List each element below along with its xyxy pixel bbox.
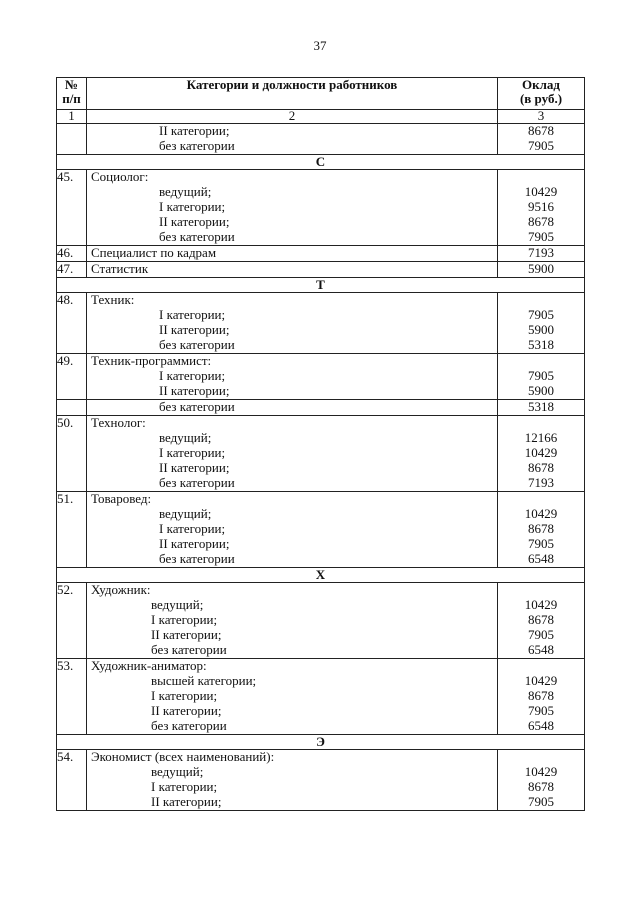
- salary-value: 8678: [528, 612, 554, 627]
- row-number: 50.: [57, 416, 87, 492]
- position-grade: без категории: [159, 337, 235, 352]
- position-grade: ведущий;: [159, 506, 212, 521]
- salary-value: 6548: [528, 642, 554, 657]
- section-row: [57, 278, 585, 293]
- position-grade: без категории: [151, 718, 227, 733]
- salary-value: 8678: [528, 214, 554, 229]
- table-body: [57, 124, 585, 811]
- position-title: Товаровед:: [91, 491, 152, 506]
- column-index-row: [57, 110, 585, 124]
- table-row: [57, 246, 585, 262]
- salary-value: 5318: [528, 399, 554, 414]
- salary-value: 6548: [528, 551, 554, 566]
- position-grade: I категории;: [159, 307, 226, 322]
- row-number: 53.: [57, 659, 87, 735]
- salary-cell: [498, 750, 585, 811]
- row-number: 54.: [57, 750, 87, 811]
- position-grade: I категории;: [159, 368, 226, 383]
- position-grade: ведущий;: [151, 764, 204, 779]
- table-row: [57, 293, 585, 354]
- salary-value: 10429: [524, 597, 558, 612]
- salary-value: [498, 293, 584, 308]
- salary-cell: [498, 354, 585, 400]
- salary-value: [498, 170, 584, 185]
- position-grade: II категории;: [159, 322, 230, 337]
- section-row: [57, 155, 585, 170]
- salary-cell: [498, 416, 585, 492]
- row-number: 52.: [57, 583, 87, 659]
- salary-value: 8678: [528, 688, 554, 703]
- column-index: 3: [498, 110, 585, 124]
- salary-value: 8678: [528, 521, 554, 536]
- position-grade: I категории;: [151, 779, 218, 794]
- position-cell: [87, 400, 498, 416]
- position-grade: без категории: [159, 399, 235, 414]
- header-category: Категории и должности работников: [87, 78, 498, 110]
- salary-value: [498, 659, 584, 674]
- row-number: 47.: [57, 262, 87, 278]
- salary-value: 7905: [528, 627, 554, 642]
- salary-value: 7905: [528, 307, 554, 322]
- salary-value: 7905: [528, 368, 554, 383]
- position-grade: II категории;: [159, 123, 230, 138]
- row-number: 46.: [57, 246, 87, 262]
- salary-value: 12166: [524, 430, 558, 445]
- table-row: [57, 400, 585, 416]
- position-grade: II категории;: [159, 536, 230, 551]
- salary-cell: [498, 170, 585, 246]
- salary-value: 7905: [528, 536, 554, 551]
- position-title: Технолог:: [91, 415, 146, 430]
- position-grade: высшей категории;: [151, 673, 257, 688]
- position-cell: [87, 492, 498, 568]
- position-grade: I категории;: [151, 688, 218, 703]
- position-grade: без категории: [159, 475, 235, 490]
- position-grade: II категории;: [151, 627, 222, 642]
- position-title: Художник-аниматор:: [91, 658, 207, 673]
- position-cell: [87, 583, 498, 659]
- salary-value: [498, 354, 584, 369]
- salary-value: [498, 492, 584, 507]
- salary-cell: [498, 492, 585, 568]
- section-letter: Х: [57, 568, 585, 583]
- column-index: 2: [87, 110, 498, 124]
- salary-value: 8678: [528, 460, 554, 475]
- salary-value: [498, 416, 584, 431]
- position-title: Художник:: [91, 582, 151, 597]
- row-number: [57, 124, 87, 155]
- position-cell: [87, 416, 498, 492]
- header-salary: Оклад (в руб.): [498, 78, 585, 110]
- salary-value: 10429: [524, 184, 558, 199]
- section-letter: Э: [57, 735, 585, 750]
- table-row: [57, 262, 585, 278]
- position-grade: без категории: [159, 551, 235, 566]
- position-grade: I категории;: [159, 199, 226, 214]
- table-row: [57, 492, 585, 568]
- salary-value: 7193: [528, 245, 554, 260]
- table-row: [57, 659, 585, 735]
- table-header-row: [57, 78, 585, 110]
- position-cell: [87, 262, 498, 278]
- section-row: [57, 735, 585, 750]
- salary-value: 5318: [528, 337, 554, 352]
- salary-cell: [498, 246, 585, 262]
- position-grade: I категории;: [151, 612, 218, 627]
- salary-value: 7905: [528, 794, 554, 809]
- position-cell: [87, 293, 498, 354]
- salary-cell: [498, 262, 585, 278]
- position-grade: II категории;: [159, 460, 230, 475]
- row-number: 48.: [57, 293, 87, 354]
- position-grade: ведущий;: [159, 430, 212, 445]
- position-grade: ведущий;: [151, 597, 204, 612]
- position-grade: без категории: [151, 642, 227, 657]
- salary-value: 8678: [528, 779, 554, 794]
- salary-cell: [498, 400, 585, 416]
- salary-value: 5900: [528, 383, 554, 398]
- position-title: Статистик: [91, 261, 149, 276]
- position-grade: I категории;: [159, 445, 226, 460]
- position-grade: II категории;: [159, 214, 230, 229]
- salary-value: 7905: [528, 138, 554, 153]
- position-grade: II категории;: [159, 383, 230, 398]
- position-cell: [87, 354, 498, 400]
- salary-value: 5900: [528, 261, 554, 276]
- salary-table: [56, 77, 585, 811]
- section-letter: С: [57, 155, 585, 170]
- position-cell: [87, 170, 498, 246]
- position-grade: без категории: [159, 229, 235, 244]
- salary-cell: [498, 659, 585, 735]
- salary-value: [498, 583, 584, 598]
- salary-value: 10429: [524, 764, 558, 779]
- position-title: Техник-программист:: [91, 353, 212, 368]
- salary-value: 10429: [524, 673, 558, 688]
- row-number: 49.: [57, 354, 87, 400]
- section-row: [57, 568, 585, 583]
- position-title: Социолог:: [91, 169, 149, 184]
- salary-value: 9516: [528, 199, 554, 214]
- position-cell: [87, 659, 498, 735]
- row-number: 45.: [57, 170, 87, 246]
- table-row: [57, 750, 585, 811]
- salary-cell: [498, 293, 585, 354]
- salary-value: 8678: [528, 123, 554, 138]
- table-row: [57, 416, 585, 492]
- salary-value: 7905: [528, 229, 554, 244]
- header-number: № п/п: [57, 78, 87, 110]
- salary-value: 10429: [524, 506, 558, 521]
- page-number: 37: [313, 38, 327, 53]
- position-cell: [87, 246, 498, 262]
- salary-cell: [498, 583, 585, 659]
- salary-value: [498, 750, 584, 765]
- position-title: Экономист (всех наименований):: [91, 749, 275, 764]
- position-grade: ведущий;: [159, 184, 212, 199]
- row-number: [57, 400, 87, 416]
- column-index: 1: [57, 110, 87, 124]
- salary-value: 6548: [528, 718, 554, 733]
- table-row: [57, 124, 585, 155]
- position-title: Специалист по кадрам: [91, 245, 217, 260]
- row-number: 51.: [57, 492, 87, 568]
- position-cell: [87, 124, 498, 155]
- table-row: [57, 170, 585, 246]
- table-row: [57, 583, 585, 659]
- position-grade: без категории: [159, 138, 235, 153]
- salary-value: 10429: [524, 445, 558, 460]
- position-grade: I категории;: [159, 521, 226, 536]
- salary-cell: [498, 124, 585, 155]
- section-letter: Т: [57, 278, 585, 293]
- position-grade: II категории;: [151, 703, 222, 718]
- table-row: [57, 354, 585, 400]
- position-grade: II категории;: [151, 794, 222, 809]
- position-title: Техник:: [91, 292, 135, 307]
- position-cell: [87, 750, 498, 811]
- salary-value: 7193: [528, 475, 554, 490]
- salary-value: 7905: [528, 703, 554, 718]
- salary-value: 5900: [528, 322, 554, 337]
